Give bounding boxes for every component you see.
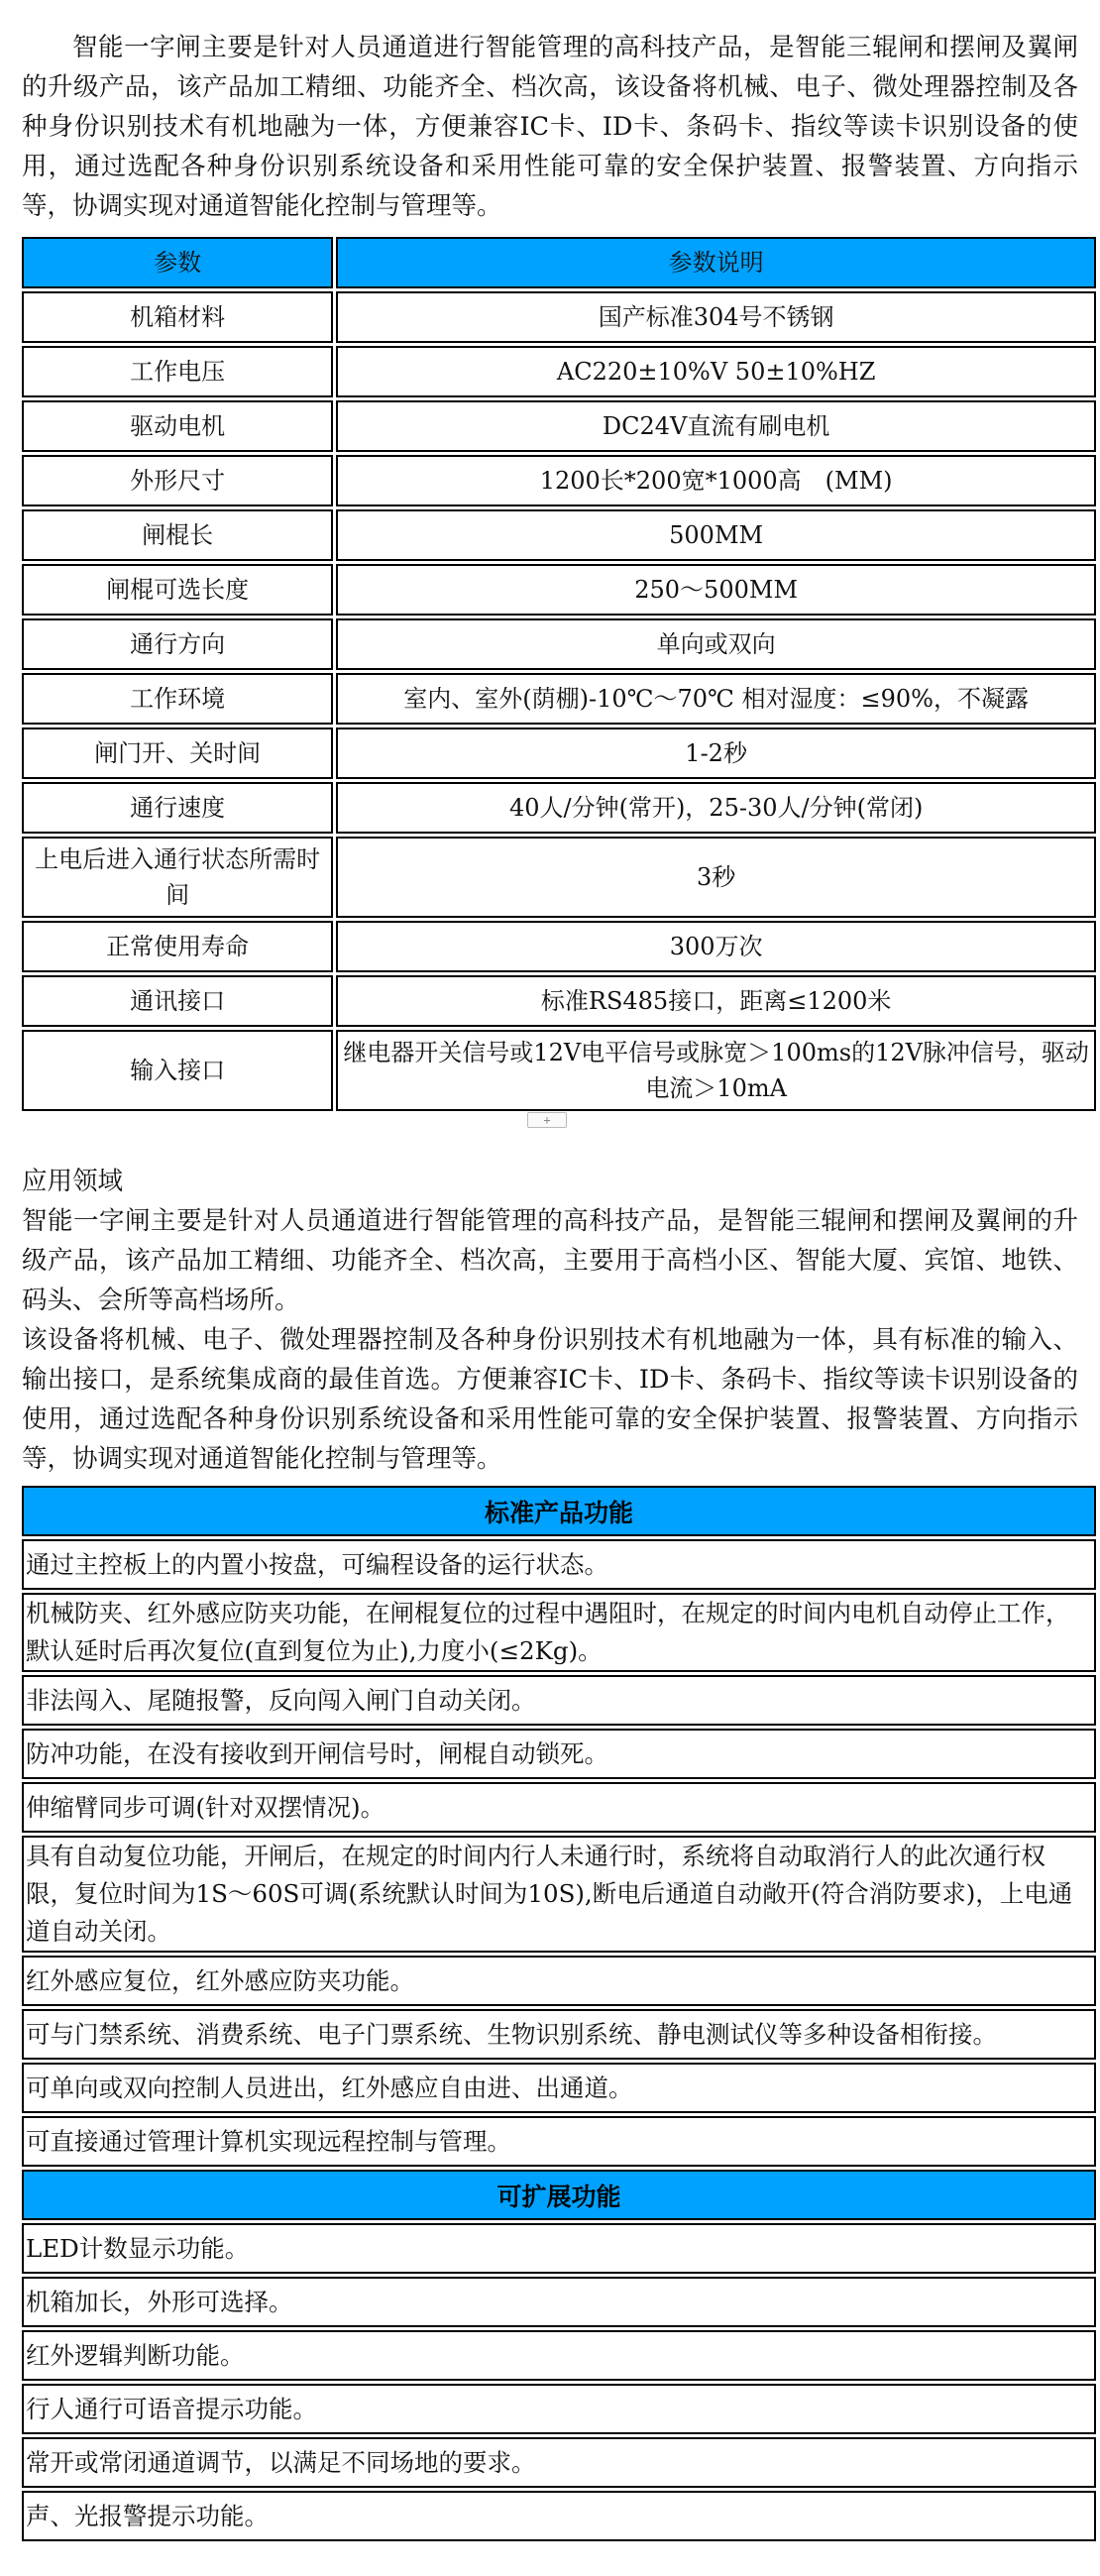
spec-param-cell: 正常使用寿命 [22, 921, 333, 972]
spec-table-row [22, 728, 1096, 779]
spec-table-row [22, 782, 1096, 834]
spec-desc-cell: 单向或双向 [336, 618, 1096, 670]
spec-desc-cell: 室内、室外(荫棚)-10℃～70℃ 相对湿度：≤90%，不凝露 [336, 673, 1096, 725]
application-section [0, 1162, 1100, 1479]
spec-desc-cell: 1200长*200宽*1000高 (MM) [336, 455, 1096, 506]
spec-desc-cell: 3秒 [336, 837, 1096, 918]
spec-table-row [22, 346, 1096, 397]
feature-row [22, 2009, 1096, 2060]
intro-paragraph: 智能一字闸主要是针对人员通道进行智能管理的高科技产品，是智能三辊闸和摆闸及翼闸的升级产品，该产品加工精细、功能齐全、档次高，该设备将机械、电子、微处理器控制及各种身份识别技术有机地融为一体，方便兼容IC卡、ID卡、条码卡、指纹等读卡识别设备的使用，通过选配各种身份识别系统设备和采用性能可靠的安全保护装置、报警装置、方向指示等，协调实现对通道智能化控制与管理等。 [22, 33, 1078, 221]
features-table [19, 1483, 1099, 2544]
spec-table-row [22, 1030, 1096, 1111]
spec-param-cell: 工作电压 [22, 346, 333, 397]
feature-item: 机械防夹、红外感应防夹功能，在闸棍复位的过程中遇阻时，在规定的时间内电机自动停止工作，默认延时后再次复位(直到复位为止),力度小(≤2Kg)。 [22, 1593, 1096, 1672]
spec-param-cell: 通行速度 [22, 782, 333, 834]
spec-table-header-row [22, 237, 1096, 288]
feature-item: 红外逻辑判断功能。 [22, 2330, 1096, 2381]
spec-desc-cell: 40人/分钟(常开)，25-30人/分钟(常闭) [336, 782, 1096, 834]
feature-item: 机箱加长，外形可选择。 [22, 2277, 1096, 2327]
feature-item: 声、光报警提示功能。 [22, 2491, 1096, 2541]
spec-table-row [22, 673, 1096, 725]
spec-table-wrapper [19, 234, 1100, 1114]
feature-item: 防冲功能，在没有接收到开闸信号时，闸棍自动锁死。 [22, 1729, 1096, 1779]
feature-row [22, 2116, 1096, 2167]
spec-table-row [22, 564, 1096, 616]
application-paragraph-1: 智能一字闸主要是针对人员通道进行智能管理的高科技产品，是智能三辊闸和摆闸及翼闸的升级产品，该产品加工精细、功能齐全、档次高，主要用于高档小区、智能大厦、宾馆、地铁、码头、会所等高档场所。 [22, 1206, 1078, 1315]
spec-table-row [22, 509, 1096, 561]
feature-row [22, 1675, 1096, 1726]
spec-param-cell: 闸门开、关时间 [22, 728, 333, 779]
spec-param-cell: 输入接口 [22, 1030, 333, 1111]
table-toggle-row [0, 1114, 1100, 1136]
feature-row [22, 1782, 1096, 1833]
feature-row [22, 1836, 1096, 1953]
spec-param-cell: 通行方向 [22, 618, 333, 670]
spec-param-cell: 上电后进入通行状态所需时间 [22, 837, 333, 918]
standard-features-title: 标准产品功能 [22, 1486, 1096, 1536]
feature-item: 非法闯入、尾随报警，反向闯入闸门自动关闭。 [22, 1675, 1096, 1726]
application-paragraph-2: 该设备将机械、电子、微处理器控制及各种身份识别技术有机地融为一体，具有标准的输入、输出接口，是系统集成商的最佳首选。方便兼容IC卡、ID卡、条码卡、指纹等读卡识别设备的使用，通过选配各种身份识别系统设备和采用性能可靠的安全保护装置、报警装置、方向指示等，协调实现对通道智能化控制与管理等。 [22, 1325, 1078, 1474]
feature-item: 可直接通过管理计算机实现远程控制与管理。 [22, 2116, 1096, 2167]
feature-row [22, 2437, 1096, 2488]
feature-item: LED计数显示功能。 [22, 2223, 1096, 2274]
feature-row [22, 1956, 1096, 2006]
spec-table-row [22, 291, 1096, 343]
spec-param-cell: 外形尺寸 [22, 455, 333, 506]
feature-row [22, 2330, 1096, 2381]
feature-row [22, 1593, 1096, 1672]
spec-desc-cell: 300万次 [336, 921, 1096, 972]
feature-item: 红外感应复位，红外感应防夹功能。 [22, 1956, 1096, 2006]
spec-desc-cell: 500MM [336, 509, 1096, 561]
spec-param-cell: 闸棍可选长度 [22, 564, 333, 616]
feature-item: 具有自动复位功能，开闸后，在规定的时间内行人未通行时，系统将自动取消行人的此次通行权限，复位时间为1S～60S可调(系统默认时间为10S),断电后通道自动敞开(符合消防要求)，上电通道自动关闭。 [22, 1836, 1096, 1953]
spec-desc-cell: 1-2秒 [336, 728, 1096, 779]
spec-param-cell: 驱动电机 [22, 400, 333, 452]
expand-table-button[interactable]: + [527, 1112, 567, 1128]
feature-row [22, 2063, 1096, 2113]
spec-header-desc: 参数说明 [336, 237, 1096, 288]
spec-table-row [22, 618, 1096, 670]
spec-desc-cell: 250～500MM [336, 564, 1096, 616]
spec-param-cell: 闸棍长 [22, 509, 333, 561]
feature-row [22, 1729, 1096, 1779]
spec-table-row [22, 400, 1096, 452]
spec-desc-cell: DC24V直流有刷电机 [336, 400, 1096, 452]
extended-features-title: 可扩展功能 [22, 2170, 1096, 2220]
standard-features-title-row [22, 1486, 1096, 1536]
spec-table-row [22, 921, 1096, 972]
feature-row [22, 2491, 1096, 2541]
spec-table-row [22, 837, 1096, 918]
feature-item: 通过主控板上的内置小按盘，可编程设备的运行状态。 [22, 1539, 1096, 1590]
feature-item: 可与门禁系统、消费系统、电子门票系统、生物识别系统、静电测试仪等多种设备相衔接。 [22, 2009, 1096, 2060]
spec-desc-cell: AC220±10%V 50±10%HZ [336, 346, 1096, 397]
spec-param-cell: 工作环境 [22, 673, 333, 725]
feature-item: 常开或常闭通道调节，以满足不同场地的要求。 [22, 2437, 1096, 2488]
feature-item: 可单向或双向控制人员进出，红外感应自由进、出通道。 [22, 2063, 1096, 2113]
spec-table-row [22, 975, 1096, 1027]
features-table-wrapper [19, 1483, 1100, 2544]
spec-desc-cell: 国产标准304号不锈钢 [336, 291, 1096, 343]
spec-param-cell: 通讯接口 [22, 975, 333, 1027]
spec-table-row [22, 455, 1096, 506]
spec-desc-cell: 标准RS485接口，距离≤1200米 [336, 975, 1096, 1027]
feature-item: 行人通行可语音提示功能。 [22, 2384, 1096, 2434]
spec-table [19, 234, 1099, 1114]
feature-item: 伸缩臂同步可调(针对双摆情况)。 [22, 1782, 1096, 1833]
feature-row [22, 2223, 1096, 2274]
extended-features-title-row [22, 2170, 1096, 2220]
feature-row [22, 2384, 1096, 2434]
feature-row [22, 1539, 1096, 1590]
application-heading: 应用领域 [22, 1167, 124, 1196]
feature-row [22, 2277, 1096, 2327]
spec-header-param: 参数 [22, 237, 333, 288]
spec-desc-cell: 继电器开关信号或12V电平信号或脉宽＞100ms的12V脉冲信号，驱动电流＞10mA [336, 1030, 1096, 1111]
spec-param-cell: 机箱材料 [22, 291, 333, 343]
